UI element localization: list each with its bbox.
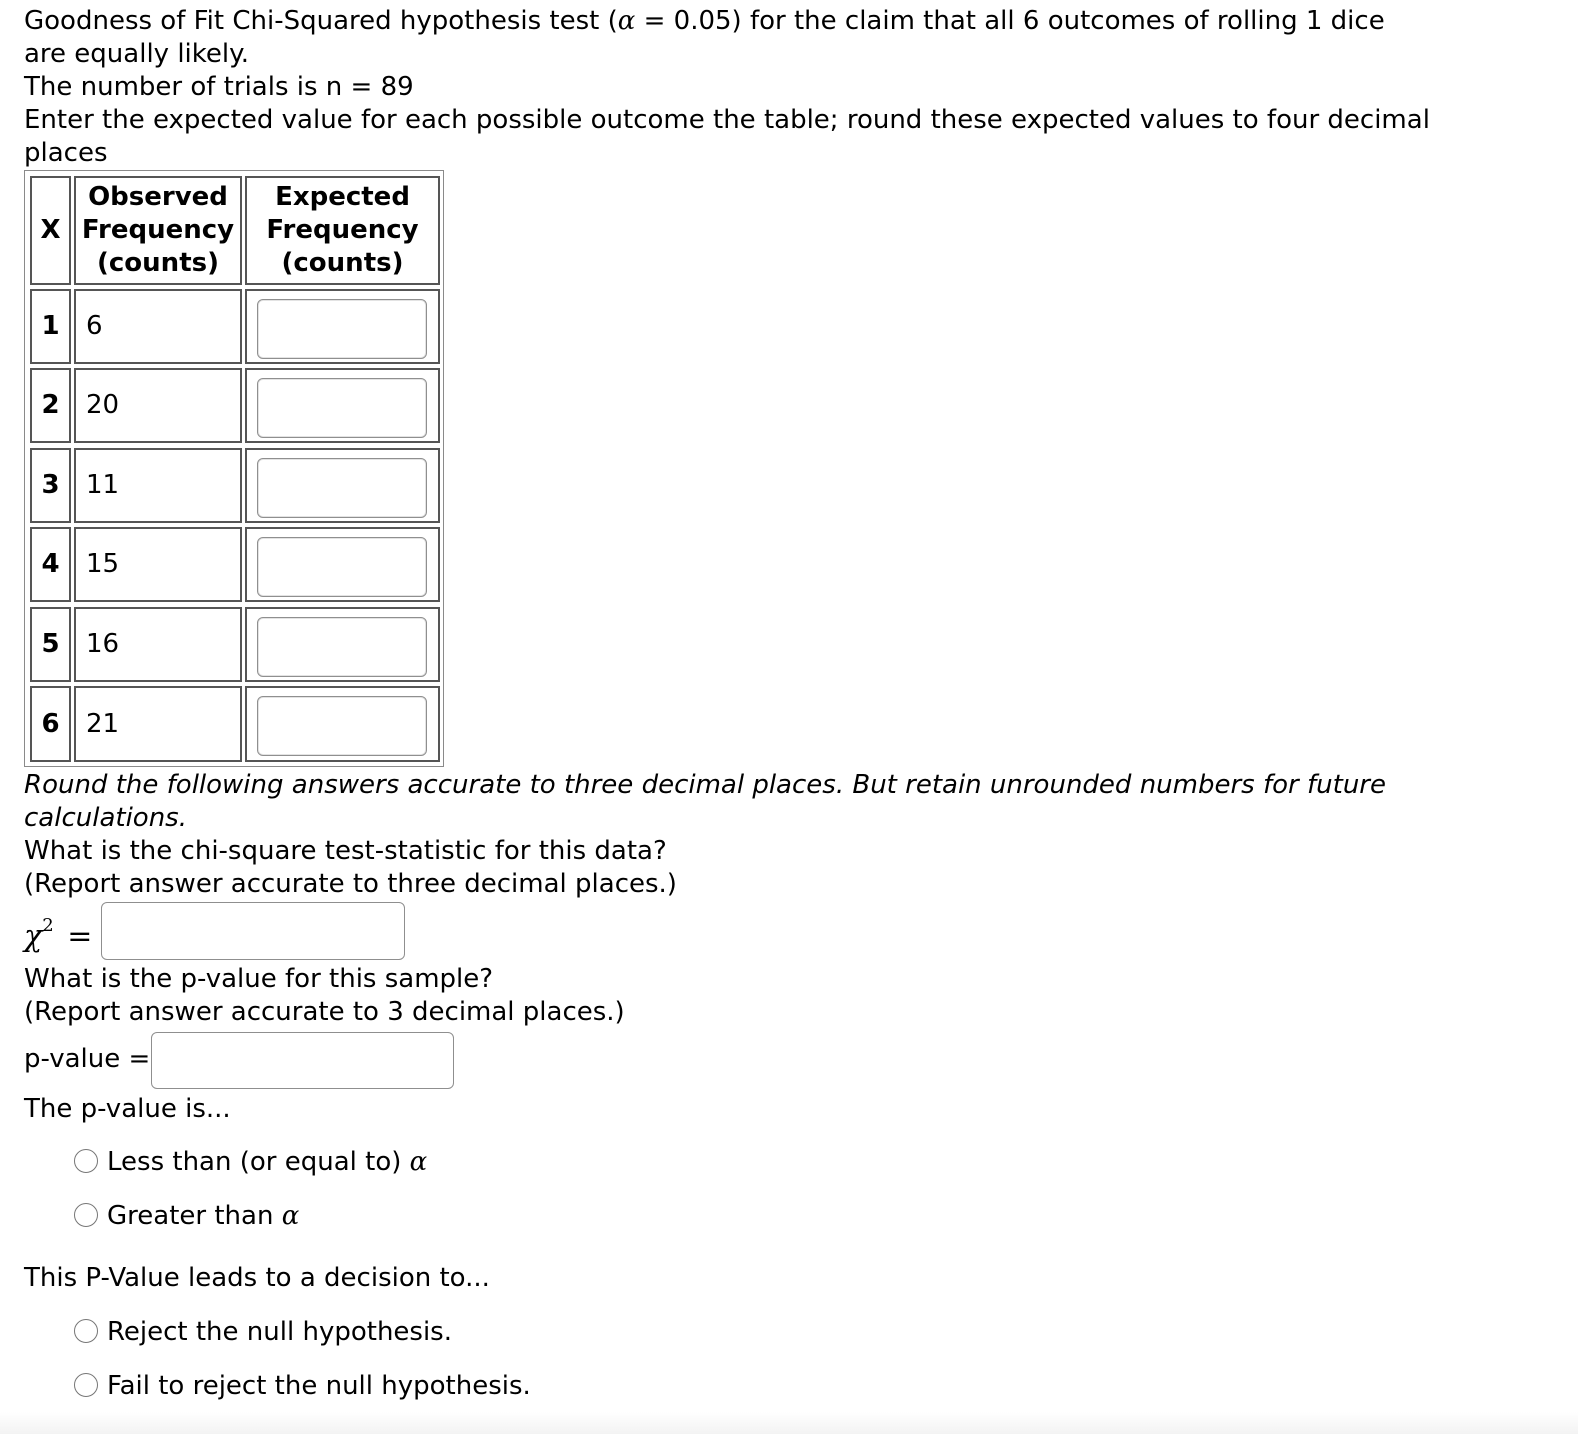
radio-greater-than-alpha[interactable] xyxy=(74,1203,98,1227)
header-observed: Observed Frequency (counts) xyxy=(74,176,242,285)
decision-prompt: This P-Value leads to a decision to... xyxy=(24,1263,490,1293)
question-title-line1 xyxy=(24,5,1385,38)
table-row-5-observed: 16 xyxy=(74,607,242,682)
chi-square-question: What is the chi-square test-statistic for this data? xyxy=(24,836,667,866)
table-row-2-x: 2 xyxy=(30,368,71,443)
table-row-5-expected-cell xyxy=(245,607,440,682)
table-row-6-x: 6 xyxy=(30,686,71,762)
table-row-2-observed: 20 xyxy=(74,368,242,443)
title-text-b: = 0.05) for the claim that all 6 outcomes of rolling 1 dice xyxy=(635,6,1385,36)
radio-fail-to-reject-null[interactable] xyxy=(74,1373,98,1397)
table-row-1-observed: 6 xyxy=(74,289,242,364)
title-text-a: Goodness of Fit Chi-Squared hypothesis test ( xyxy=(24,6,618,36)
radio-less-than-alpha[interactable] xyxy=(74,1149,98,1173)
expected-input-1[interactable] xyxy=(257,299,427,359)
chi-exponent: 2 xyxy=(42,915,54,936)
table-row-4-x: 4 xyxy=(30,527,71,602)
frequency-table xyxy=(24,170,444,767)
chi-square-hint: (Report answer accurate to three decimal places.) xyxy=(24,869,677,899)
table-row-3-expected-cell xyxy=(245,448,440,523)
table-row-3-observed: 11 xyxy=(74,448,242,523)
table-row-2-expected-cell xyxy=(245,368,440,443)
table-row-1-x: 1 xyxy=(30,289,71,364)
expected-input-3[interactable] xyxy=(257,458,427,518)
trials-text: The number of trials is n = 89 xyxy=(24,72,414,102)
p-value-label: p-value = xyxy=(24,1044,151,1074)
instruction-line2: places xyxy=(24,138,108,168)
p-value-hint: (Report answer accurate to 3 decimal places.) xyxy=(24,997,625,1027)
table-row-6-observed: 21 xyxy=(74,686,242,762)
instruction-line1: Enter the expected value for each possible outcome the table; round these expected values to four decimal xyxy=(24,105,1430,135)
radio-reject-null-label[interactable]: Reject the null hypothesis. xyxy=(107,1317,452,1347)
table-row-4-expected-cell xyxy=(245,527,440,602)
radio-fail-to-reject-label[interactable]: Fail to reject the null hypothesis. xyxy=(107,1371,531,1401)
p-value-input[interactable] xyxy=(151,1032,454,1089)
page-bottom-edge xyxy=(0,1412,1578,1434)
chi-square-label xyxy=(24,910,92,957)
p-value-question: What is the p-value for this sample? xyxy=(24,964,494,994)
expected-input-6[interactable] xyxy=(257,696,427,756)
rounding-note-line1: Round the following answers accurate to three decimal places. But retain unrounded numbers for future xyxy=(24,770,1386,800)
comparison-prompt: The p-value is... xyxy=(24,1094,231,1124)
chi-square-input[interactable] xyxy=(101,902,405,960)
radio-less-than-label[interactable]: Less than (or equal to) α xyxy=(107,1147,428,1177)
header-expected: Expected Frequency (counts) xyxy=(245,176,440,285)
radio-greater-than-label[interactable]: Greater than α xyxy=(107,1201,300,1231)
alpha-symbol: α xyxy=(617,6,636,36)
header-x: X xyxy=(30,176,71,285)
radio-reject-null[interactable] xyxy=(74,1319,98,1343)
expected-input-5[interactable] xyxy=(257,617,427,677)
chi-symbol: χ xyxy=(24,919,43,954)
table-row-1-expected-cell xyxy=(245,289,440,364)
question-title-line2: are equally likely. xyxy=(24,39,250,69)
table-row-3-x: 3 xyxy=(30,448,71,523)
rounding-note-line2: calculations. xyxy=(24,803,187,833)
table-row-6-expected-cell xyxy=(245,686,440,762)
chi-equals: = xyxy=(67,919,93,954)
expected-input-4[interactable] xyxy=(257,537,427,597)
expected-input-2[interactable] xyxy=(257,378,427,438)
table-row-5-x: 5 xyxy=(30,607,71,682)
table-row-4-observed: 15 xyxy=(74,527,242,602)
